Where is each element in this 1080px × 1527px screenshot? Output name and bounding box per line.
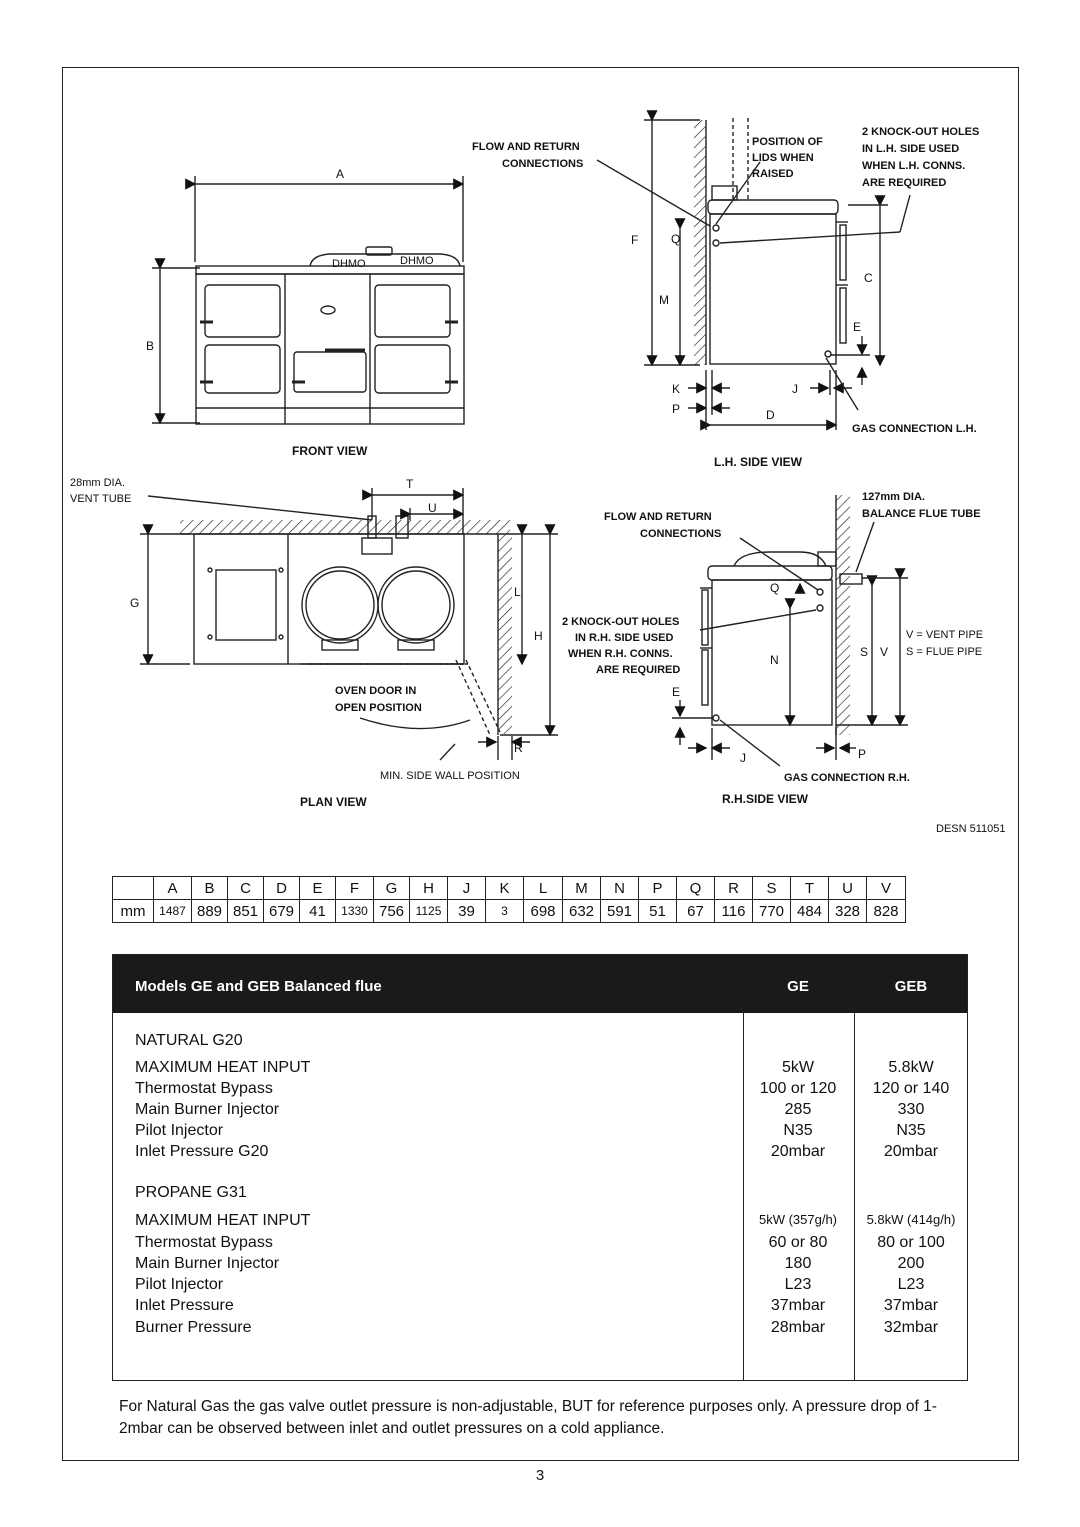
table-corner — [113, 877, 154, 900]
dim-label-P-lh: P — [672, 402, 681, 416]
callout-flow-return-2b: CONNECTIONS — [640, 528, 722, 540]
value-geb: 5.8kW (414g/h) — [866, 1212, 956, 1227]
dim-label-N: N — [770, 653, 779, 667]
spec-col-geb: GEB — [894, 978, 928, 995]
dim-label-R: R — [514, 741, 523, 755]
dim-label-B: B — [146, 339, 155, 353]
value-ge: 100 or 120 — [759, 1080, 837, 1097]
dim-label-M: M — [659, 293, 669, 307]
callout-knockout-rh-c: WHEN R.H. CONNS. — [568, 648, 673, 660]
table-header: G — [374, 877, 410, 900]
dim-label-K: K — [672, 382, 681, 396]
callout-knockout-rh-b: IN R.H. SIDE USED — [575, 632, 674, 644]
dim-label-P-rh: P — [858, 747, 867, 761]
table-unit: mm — [113, 900, 154, 923]
spec-col-ge: GE — [787, 978, 809, 995]
callout-lids-a: POSITION OF — [752, 136, 823, 148]
table-cell: 679 — [264, 900, 300, 923]
spec-row-natural — [113, 1032, 967, 1053]
value-ge: 285 — [784, 1101, 812, 1118]
table-header: B — [192, 877, 228, 900]
spec-row-propane — [113, 1184, 967, 1205]
pressure-note: For Natural Gas the gas valve outlet pressure is non-adjustable, BUT for reference purposes only. A pressure drop of 1-2mbar can be observed between inlet and outlet pressures on a cold appliance. — [119, 1398, 937, 1437]
spec-row — [113, 1234, 967, 1255]
table-header: P — [639, 877, 677, 900]
row-label: Main Burner Injector — [135, 1255, 280, 1272]
value-ge: 28mbar — [770, 1319, 826, 1336]
value-ge: L23 — [784, 1276, 812, 1293]
table-header: F — [336, 877, 374, 900]
dim-label-F: F — [631, 233, 639, 247]
dim-label-D: D — [766, 408, 775, 422]
dim-label-J-rh: J — [740, 751, 746, 765]
value-ge: 5kW — [782, 1059, 814, 1076]
value-ge: N35 — [783, 1122, 813, 1139]
plan-view — [140, 488, 558, 760]
row-label: MAXIMUM HEAT INPUT — [135, 1059, 311, 1076]
table-cell: 1330 — [336, 900, 374, 923]
dim-label-E-rh: E — [672, 685, 681, 699]
row-label: Inlet Pressure — [135, 1297, 234, 1314]
table-cell: 484 — [791, 900, 829, 923]
value-geb: 5.8kW — [888, 1059, 934, 1076]
dim-label-T: T — [406, 477, 414, 491]
table-cell: 851 — [228, 900, 264, 923]
callout-flow-return-1a: FLOW AND RETURN — [472, 141, 580, 153]
dim-label-L: L — [514, 585, 521, 599]
table-cell: 328 — [829, 900, 867, 923]
dim-label-Q-rh: Q — [770, 581, 780, 595]
table-header: A — [154, 877, 192, 900]
legend-flue-pipe: S = FLUE PIPE — [906, 646, 983, 658]
callout-vent-tube-b: VENT TUBE — [70, 493, 132, 505]
value-ge: 37mbar — [770, 1297, 826, 1314]
row-label: Thermostat Bypass — [135, 1234, 273, 1251]
spec-title: Models GE and GEB Balanced flue — [135, 978, 382, 995]
table-header: J — [448, 877, 486, 900]
callout-knockout-lh-a: 2 KNOCK-OUT HOLES — [862, 126, 980, 138]
spec-row — [113, 1122, 967, 1143]
plan-view-title: PLAN VIEW — [300, 795, 367, 809]
table-header: V — [867, 877, 906, 900]
row-label: Thermostat Bypass — [135, 1080, 273, 1097]
table-header: T — [791, 877, 829, 900]
row-label: Inlet Pressure G20 — [135, 1143, 269, 1160]
callout-knockout-lh-b: IN L.H. SIDE USED — [862, 143, 960, 155]
dim-label-Q-lh: Q — [671, 232, 681, 246]
row-label: Main Burner Injector — [135, 1101, 280, 1118]
table-cell: 3 — [486, 900, 524, 923]
spec-row — [113, 1276, 967, 1297]
callout-min-wall: MIN. SIDE WALL POSITION — [380, 770, 520, 782]
value-ge: 20mbar — [770, 1143, 826, 1160]
value-ge: 180 — [784, 1255, 812, 1272]
rh-side-view-title: R.H.SIDE VIEW — [722, 792, 809, 806]
spec-table — [112, 954, 968, 1381]
table-cell: 632 — [563, 900, 601, 923]
table-header: C — [228, 877, 264, 900]
table-cell: 756 — [374, 900, 410, 923]
front-view-title: FRONT VIEW — [292, 444, 368, 458]
callout-gas-rh: GAS CONNECTION R.H. — [784, 772, 910, 784]
callout-oven-door-b: OPEN POSITION — [335, 702, 422, 714]
table-header: L — [524, 877, 563, 900]
spec-row — [113, 1080, 967, 1101]
table-cell: 116 — [715, 900, 753, 923]
callout-flow-return-1b: CONNECTIONS — [502, 158, 584, 170]
dimensions-value-row — [113, 900, 906, 923]
callout-flow-return-2a: FLOW AND RETURN — [604, 511, 712, 523]
callout-vent-tube-a: 28mm DIA. — [70, 477, 126, 489]
dimensions-header-row — [113, 877, 906, 900]
row-label: Pilot Injector — [135, 1122, 224, 1139]
table-header: K — [486, 877, 524, 900]
table-cell: 1487 — [154, 900, 192, 923]
table-cell: 51 — [639, 900, 677, 923]
drawing-reference: DESN 511051 — [936, 823, 1006, 835]
front-view — [152, 176, 464, 424]
dim-label-U: U — [428, 501, 437, 515]
table-cell: 770 — [753, 900, 791, 923]
value-geb: 32mbar — [883, 1319, 939, 1336]
table-header: U — [829, 877, 867, 900]
row-label: Pilot Injector — [135, 1276, 224, 1293]
dim-label-G: G — [130, 596, 140, 610]
spec-row — [113, 1143, 967, 1164]
nameplate-left: DHMO — [332, 258, 366, 270]
value-geb: 330 — [897, 1101, 925, 1118]
dimensions-table — [112, 876, 906, 923]
table-header: S — [753, 877, 791, 900]
spec-row — [113, 1212, 967, 1233]
table-header: N — [601, 877, 639, 900]
nameplate-right: DHMO — [400, 255, 434, 267]
value-geb: 20mbar — [883, 1143, 939, 1160]
table-header: H — [410, 877, 448, 900]
page-number: 3 — [535, 1467, 545, 1484]
table-header: E — [300, 877, 336, 900]
spec-header — [113, 955, 967, 1013]
callout-oven-door-a: OVEN DOOR IN — [335, 685, 417, 697]
dim-label-A: A — [336, 167, 345, 181]
callout-balance-flue-b: BALANCE FLUE TUBE — [862, 508, 981, 520]
dim-label-C: C — [864, 271, 873, 285]
callout-balance-flue-a: 127mm DIA. — [862, 491, 925, 503]
table-cell: 41 — [300, 900, 336, 923]
callout-knockout-lh-c: WHEN L.H. CONNS. — [862, 160, 966, 172]
legend-vent-pipe: V = VENT PIPE — [906, 629, 984, 641]
spec-row — [113, 1297, 967, 1318]
callout-gas-lh: GAS CONNECTION L.H. — [852, 423, 977, 435]
row-label: MAXIMUM HEAT INPUT — [135, 1212, 311, 1229]
dim-label-V: V — [880, 645, 889, 659]
table-header: Q — [677, 877, 715, 900]
table-header: R — [715, 877, 753, 900]
value-ge: 60 or 80 — [768, 1234, 828, 1251]
table-cell: 67 — [677, 900, 715, 923]
value-ge: 5kW (357g/h) — [758, 1212, 838, 1227]
dim-label-H: H — [534, 629, 543, 643]
spec-row — [113, 1101, 967, 1122]
callout-lids-b: LIDS WHEN — [752, 152, 814, 164]
dim-label-E-lh: E — [853, 320, 862, 334]
callout-knockout-rh-a: 2 KNOCK-OUT HOLES — [562, 616, 680, 628]
spec-row — [113, 1255, 967, 1276]
table-cell: 39 — [448, 900, 486, 923]
value-geb: 37mbar — [883, 1297, 939, 1314]
callout-knockout-rh-d: ARE REQUIRED — [596, 664, 681, 676]
table-cell: 828 — [867, 900, 906, 923]
spec-row — [113, 1319, 967, 1340]
spec-row — [113, 1059, 967, 1080]
value-geb: N35 — [896, 1122, 926, 1139]
table-cell: 889 — [192, 900, 228, 923]
callout-knockout-lh-d: ARE REQUIRED — [862, 177, 947, 189]
table-cell: 591 — [601, 900, 639, 923]
value-geb: L23 — [897, 1276, 925, 1293]
dim-label-J-lh: J — [792, 382, 798, 396]
table-cell: 1125 — [410, 900, 448, 923]
value-geb: 200 — [897, 1255, 925, 1272]
row-label: PROPANE G31 — [135, 1184, 247, 1201]
table-header: D — [264, 877, 300, 900]
table-cell: 698 — [524, 900, 563, 923]
callout-lids-c: RAISED — [752, 168, 794, 180]
value-geb: 80 or 100 — [877, 1234, 945, 1251]
value-geb: 120 or 140 — [872, 1080, 950, 1097]
lh-side-view-title: L.H. SIDE VIEW — [714, 455, 803, 469]
table-header: M — [563, 877, 601, 900]
dim-label-S: S — [860, 645, 869, 659]
row-label: NATURAL G20 — [135, 1032, 243, 1049]
row-label: Burner Pressure — [135, 1319, 252, 1336]
